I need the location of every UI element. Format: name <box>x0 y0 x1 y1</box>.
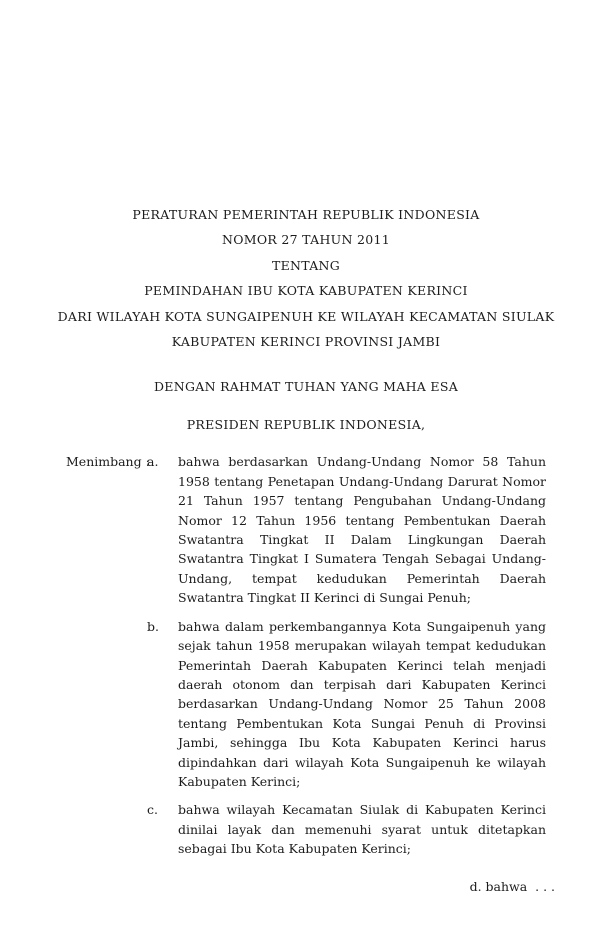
invocation-line: DENGAN RAHMAT TUHAN YANG MAHA ESA <box>153 379 459 395</box>
consideration-letter: b. <box>147 618 159 634</box>
header-number-line: NOMOR 27 TAHUN 2011 <box>221 232 391 248</box>
authority-line: PRESIDEN REPUBLIK INDONESIA, <box>186 417 426 433</box>
consideration-letter: a. <box>147 454 159 470</box>
consideration-text: bahwa berdasarkan Undang-Undang Nomor 58 Tahun 1958 tentang Penetapan Undang-Undang Darurat Nomor 21 Tahun 1957 tentang Pengubahan Undang-Undang Nomor 12 Tahun 1956 tentang Pembentukan Daerah Swatantra Tingkat II Dalam Lingkungan Daerah Swatantra Tingkat I Sumatera Tengah Sebagai Undang-Undang, tempat kedudukan Pemerintah Daerah Swatantra Tingkat II Kerinci di Sungai Penuh; <box>178 454 546 606</box>
considerations-section <box>0 452 612 867</box>
consideration-letter: c. <box>147 802 158 818</box>
consideration-item <box>147 452 546 607</box>
consideration-item <box>147 800 546 858</box>
header-tentang-line: TENTANG <box>271 257 341 273</box>
consideration-item <box>147 617 546 792</box>
document-header <box>0 0 612 354</box>
considerations-list <box>147 452 546 867</box>
header-title-line-2: DARI WILAYAH KOTA SUNGAIPENUH KE WILAYAH KECAMATAN SIULAK <box>57 308 555 324</box>
consideration-text: bahwa dalam perkembangannya Kota Sungaipenuh yang sejak tahun 1958 merupakan wilayah tempat kedudukan Pemerintah Daerah Kabupaten Kerinci telah menjadi daerah otonom dan terpisah dari Kabupaten Kerinci berdasarkan Undang-Undang Nomor 25 Tahun 2008 tentang Pembentukan Kota Sungai Penuh di Provinsi Jambi, sehingga Ibu Kota Kabupaten Kerinci harus dipindahkan dari wilayah Kota Sungaipenuh ke wilayah Kabupaten Kerinci; <box>178 618 546 789</box>
page-catchword: d. bahwa . . . <box>469 878 555 894</box>
header-title-line-1: PEMINDAHAN IBU KOTA KABUPATEN KERINCI <box>144 283 468 299</box>
header-issuer-line: PERATURAN PEMERINTAH REPUBLIK INDONESIA <box>132 207 480 222</box>
considerations-label: Menimbang : <box>66 454 150 470</box>
consideration-text: bahwa wilayah Kecamatan Siulak di Kabupaten Kerinci dinilai layak dan memenuhi syarat untuk ditetapkan sebagai Ibu Kota Kabupaten Kerinci; <box>178 802 546 857</box>
header-title-line-3: KABUPATEN KERINCI PROVINSI JAMBI <box>171 334 441 350</box>
